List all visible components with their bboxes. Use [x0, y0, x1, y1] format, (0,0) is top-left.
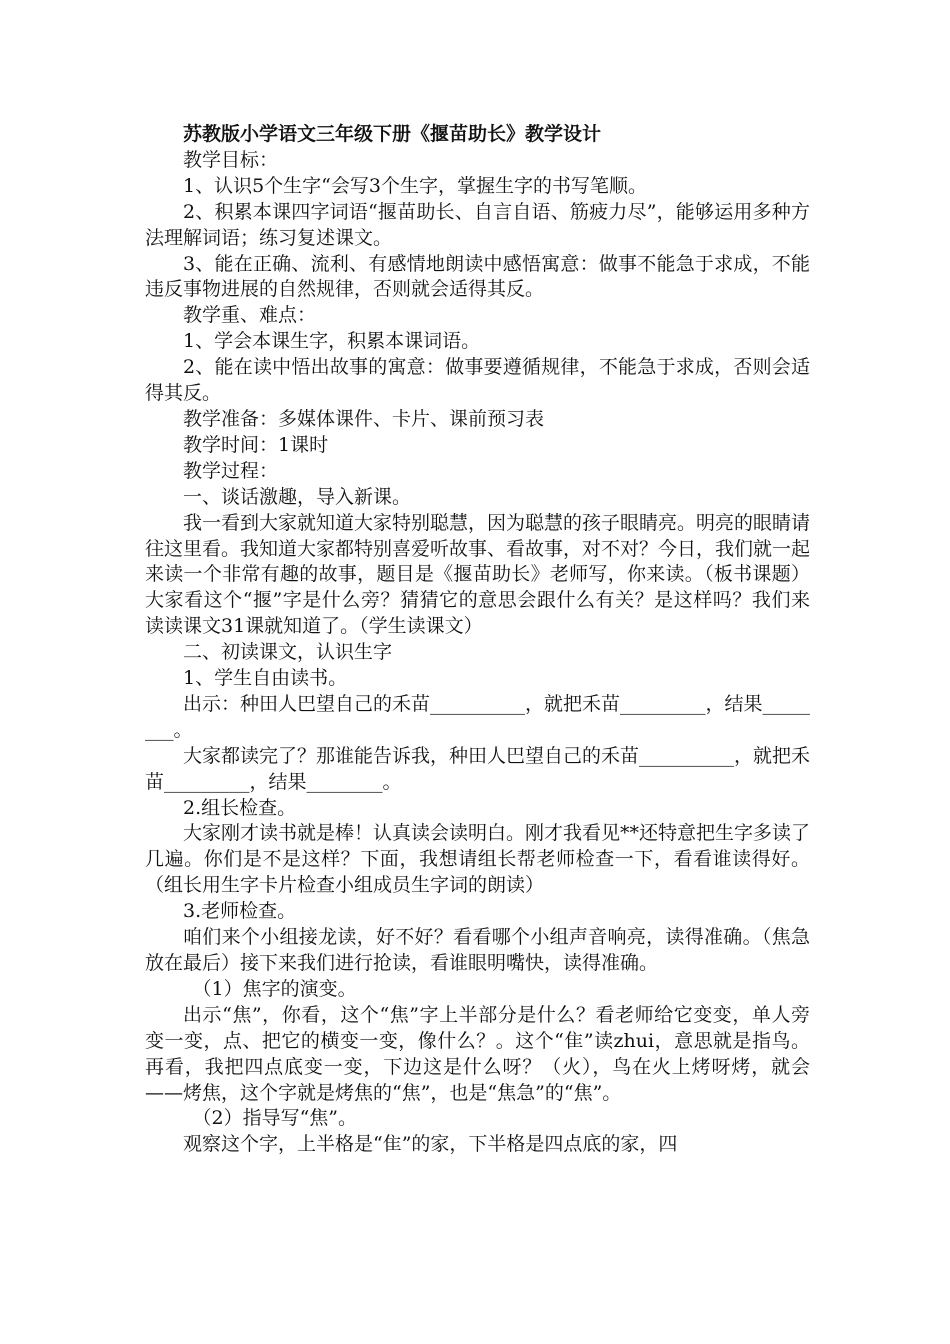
paragraph: 一、谈话激趣，导入新课。: [183, 485, 412, 508]
section-heading-process: 教学过程：: [183, 459, 279, 482]
section-heading-key-points: 教学重、难点：: [183, 304, 317, 327]
paragraph: 2、能在读中悟出故事的寓意：做事要遵循规律，不能急于求成，否则会适得其反。: [145, 356, 810, 405]
document-title: 苏教版小学语文三年级下册《揠苗助长》教学设计: [183, 123, 602, 145]
paragraph: 教学准备：多媒体课件、卡片、课前预习表: [183, 407, 545, 430]
paragraph: 大家都读完了？那谁能告诉我，种田人巴望自己的禾苗__________，就把禾苗_________，结果________。: [145, 744, 811, 793]
section-heading-objectives: 教学目标：: [183, 148, 279, 171]
paragraph: 1、认识5个生字“会写3个生字，掌握生字的书写笔顺。: [183, 174, 647, 197]
paragraph: 观察这个字，上半格是“隹”的家，下半格是四点底的家，四: [183, 1133, 678, 1156]
paragraph: 3.老师检查。: [183, 900, 297, 923]
paragraph: 出示“焦”，你看，这个“焦”字上半部分是什么？看老师给它变变，单人旁变一变，点、把它的横变一变，像什么？。这个“隹”读zhui，意思就是指鸟。再看，我把四点底变一变，下边这是什么呀？（火），鸟在火上烤呀烤，就会——烤焦，这个字就是烤焦的“焦”，也是“焦急”的“焦”。: [145, 1003, 810, 1104]
paragraph: 1、学生自由读书。: [183, 667, 348, 690]
document-page: [145, 122, 810, 1158]
paragraph: 二、初读课文，认识生字: [183, 641, 393, 664]
paragraph: 出示：种田人巴望自己的禾苗__________，就把禾苗_________，结果________。: [145, 692, 811, 741]
paragraph: 3、能在正确、流利、有感情地朗读中感悟寓意：做事不能急于求成，不能违反事物进展的自然规律，否则就会适得其反。: [145, 252, 810, 301]
paragraph: （2）指导写“焦”。: [192, 1107, 358, 1130]
paragraph: 教学时间：1课时: [183, 433, 329, 456]
paragraph: （1）焦字的演变。: [192, 977, 357, 1000]
paragraph: 我一看到大家就知道大家特别聪慧，因为聪慧的孩子眼睛亮。明亮的眼睛请往这里看。我知道大家都特别喜爱听故事、看故事，对不对？今日，我们就一起来读一个非常有趣的故事，题目是《揠苗助长》老师写，你来读。（板书课题）大家看这个“揠”字是什么旁？猜猜它的意思会跟什么有关？是这样吗？我们来读读课文31课就知道了。（学生读课文）: [145, 511, 811, 638]
paragraph: 2、积累本课四字词语“揠苗助长、自言自语、筋疲力尽”，能够运用多种方法理解词语；练习复述课文。: [145, 200, 810, 249]
paragraph: 大家刚才读书就是棒！认真读会读明白。刚才我看见**还特意把生字多读了几遍。你们是不是这样？下面，我想请组长帮老师检查一下，看看谁读得好。（组长用生字卡片检查小组成员生字词的朗读）: [145, 822, 811, 897]
paragraph: 2.组长检查。: [183, 796, 297, 819]
paragraph: 1、学会本课生字，积累本课词语。: [183, 330, 481, 353]
paragraph: 咱们来个小组接龙读，好不好？看看哪个小组声音响亮，读得准确。（焦急放在最后）接下来我们进行抢读，看谁眼明嘴快，读得准确。: [145, 926, 810, 974]
